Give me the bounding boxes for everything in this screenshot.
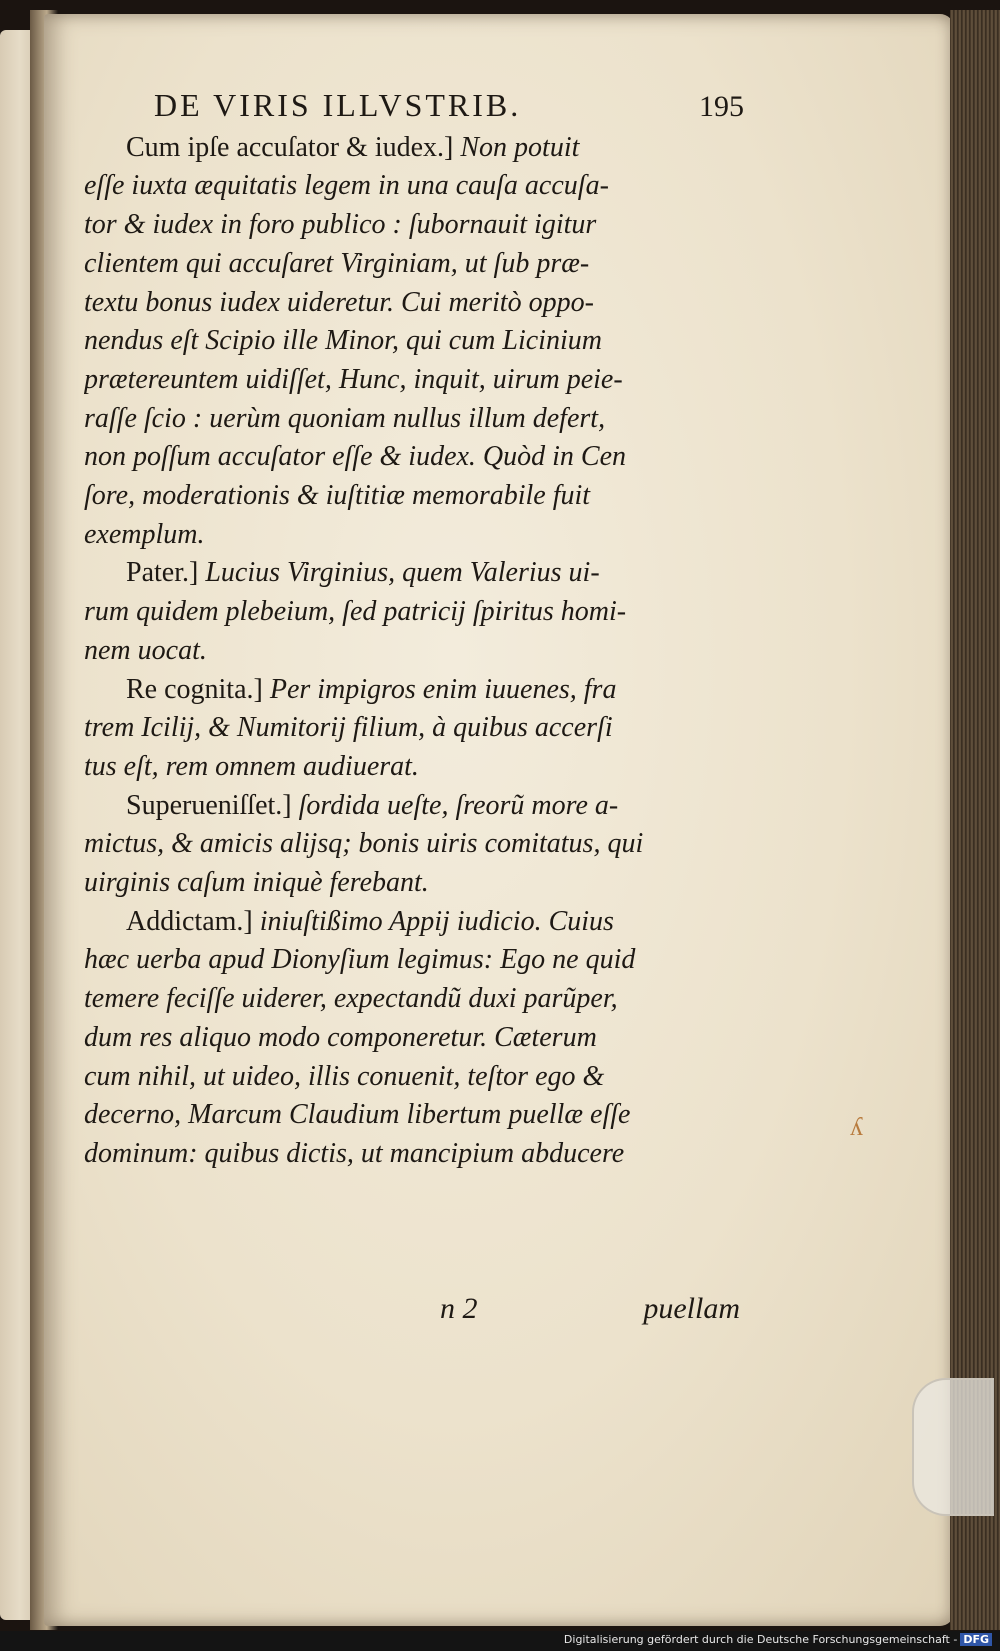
text-line [84, 941, 744, 980]
line-text: tor & iudex in foro publico : ſubornauit igitur [84, 209, 597, 241]
text-line [84, 129, 744, 168]
paragraph [84, 903, 744, 1174]
text-line [84, 245, 744, 284]
lemma: Re cognita.] [126, 673, 263, 705]
text-line [84, 748, 744, 787]
text-line [84, 1058, 744, 1097]
page-header [84, 86, 744, 127]
line-text: uirginis caſum iniquè ferebant. [84, 867, 429, 899]
text-line [84, 864, 744, 903]
credit-text: Digitalisierung gefördert durch die Deutsche Forschungsgemeinschaft - [563, 1633, 958, 1646]
line-text: prætereuntem uidiſſet, Hunc, inquit, uirum peie- [84, 363, 623, 395]
line-text: nendus eſt Scipio ille Minor, qui cum Licinium [84, 325, 602, 357]
line-text: decerno, Marcum Claudium libertum puellæ eſſe [84, 1099, 631, 1131]
line-text: ſore, moderationis & iuſtitiæ memorabile fuit [84, 480, 591, 512]
text-line [84, 825, 744, 864]
dfg-logo: DFG [960, 1633, 992, 1646]
line-text: clientem qui accuſaret Virginiam, ut ſub præ- [84, 247, 590, 279]
text-line [84, 1019, 744, 1058]
line-text: Lucius Virginius, quem Valerius ui- [198, 557, 600, 589]
text-line [84, 1135, 744, 1174]
text-line [84, 671, 744, 710]
line-text: raſſe ſcio : uerùm quoniam nullus illum defert, [84, 402, 606, 434]
text-line [84, 477, 744, 516]
digitization-credit [564, 1633, 992, 1646]
line-text: trem Icilij, & Numitorij filium, à quibus accerſi [84, 712, 613, 744]
paragraph [84, 671, 744, 787]
line-text: dum res aliquo modo componeretur. Cæterum [84, 1021, 597, 1053]
text-line [84, 438, 744, 477]
text-line [84, 554, 744, 593]
paragraph [84, 129, 744, 555]
signature-mark: n 2 [440, 1292, 478, 1325]
line-text: exemplum. [84, 518, 205, 550]
line-text: temere feciſſe uiderer, expectandũ duxi parũper, [84, 983, 618, 1015]
line-text: hæc uerba apud Dionyſium legimus: Ego ne quid [84, 944, 636, 976]
commentary-paragraphs [84, 129, 744, 1174]
text-line [84, 206, 744, 245]
text-line [84, 361, 744, 400]
text-line [84, 593, 744, 632]
text-line [84, 787, 744, 826]
line-text: ſordida ueſte, ſreorũ more a- [291, 789, 619, 821]
catchword: puellam [643, 1292, 740, 1325]
credit-bar [0, 1631, 1000, 1651]
line-text: dominum: quibus dictis, ut mancipium abducere [84, 1137, 625, 1169]
line-text: textu bonus iudex uideretur. Cui meritò oppo- [84, 286, 594, 318]
paragraph [84, 554, 744, 670]
line-text: nem uocat. [84, 634, 207, 666]
text-line [84, 167, 744, 206]
page-clip-tab [912, 1378, 994, 1516]
page-text [84, 86, 744, 1174]
ink-mark: ʎ [850, 1112, 863, 1141]
line-text: mictus, & amicis alijsq; bonis uiris comitatus, qui [84, 828, 644, 860]
page-number: 195 [699, 90, 744, 123]
text-line [84, 709, 744, 748]
line-text: Non potuit [453, 131, 580, 163]
lemma: Cum ipſe accuſator & iudex.] [126, 131, 454, 163]
line-text: Per impigros enim iuuenes, fra [262, 673, 617, 705]
line-text: eſſe iuxta æquitatis legem in una cauſa accuſa- [84, 170, 609, 202]
page-footer [440, 1292, 740, 1326]
text-line [84, 632, 744, 671]
text-line [84, 980, 744, 1019]
text-line [84, 322, 744, 361]
line-text: rum quidem plebeium, ſed patricij ſpiritus homi- [84, 596, 627, 628]
running-head: DE VIRIS ILLVSTRIB. [154, 87, 522, 123]
lemma: Pater.] [126, 557, 199, 589]
lemma: Superueniſſet.] [126, 789, 292, 821]
text-line [84, 1096, 744, 1135]
line-text: iniuſtißimo Appij iudicio. Cuius [252, 905, 614, 937]
lemma: Addictam.] [126, 905, 253, 937]
line-text: non poſſum accuſator eſſe & iudex. Quòd in Cen [84, 441, 627, 473]
text-line [84, 400, 744, 439]
line-text: cum nihil, ut uideo, illis conuenit, teſtor ego & [84, 1060, 605, 1092]
paragraph [84, 787, 744, 903]
text-line [84, 516, 744, 555]
line-text: tus eſt, rem omnem audiuerat. [84, 750, 419, 782]
text-line [84, 903, 744, 942]
text-line [84, 284, 744, 323]
